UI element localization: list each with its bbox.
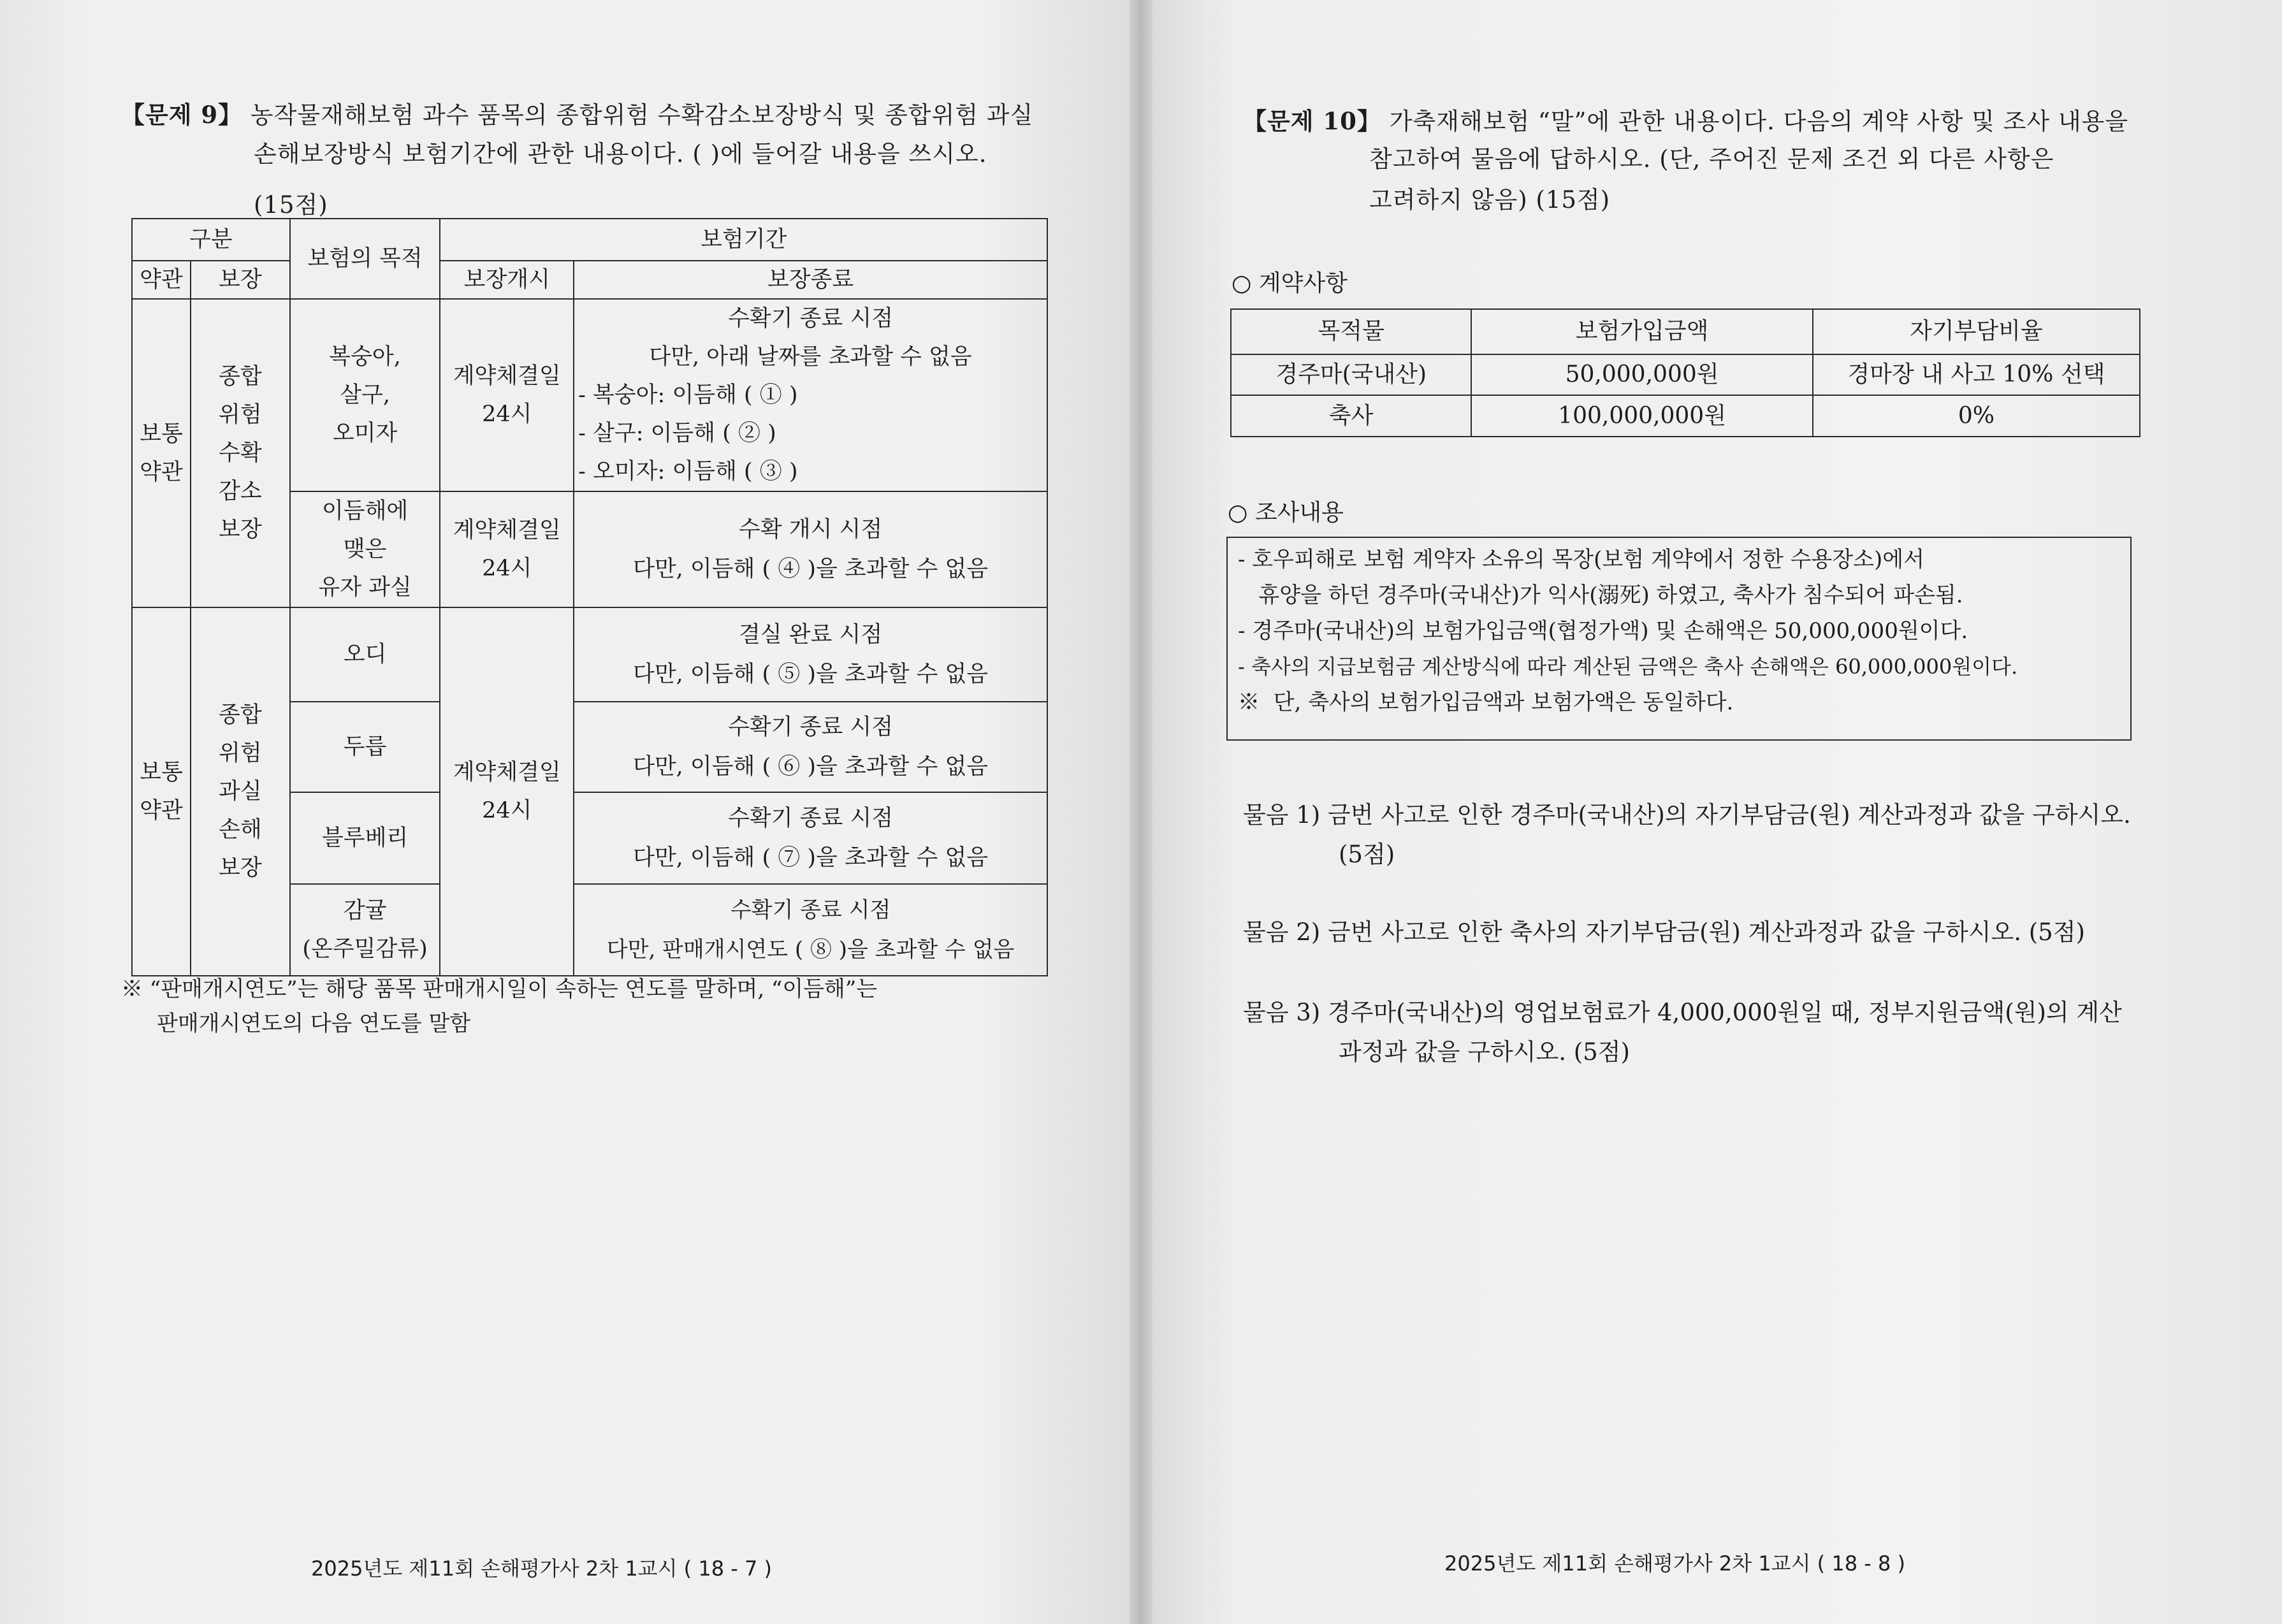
question-3-line2: 과정과 값을 구하시오. (5점) xyxy=(1339,1038,1630,1066)
g1r1-end-line1: 다만, 아래 날짜를 초과할 수 없음 xyxy=(649,344,972,370)
g1-bojang: 종합 위험 수확 감소 보장 xyxy=(191,299,290,607)
note-line1: ※ “판매개시연도”는 해당 품목 판매개시일이 속하는 연도를 말하며, “이듬해”는 xyxy=(121,976,878,1002)
question-10-line3: 고려하지 않음) (15점) xyxy=(1369,186,1611,214)
g2r1-end1: 수확기 종료 시점 xyxy=(728,714,894,740)
left-footer: 2025년도 제11회 손해평가사 2차 1교시 ( 18 - 7 ) xyxy=(311,1556,772,1581)
question-9-line1: 농작물재해보험 과수 품목의 종합위험 수확감소보장방식 및 종합위험 과실 xyxy=(250,101,1034,129)
th-purpose: 보험의 목적 xyxy=(290,219,440,299)
question-10-tag: 【문제 10】 xyxy=(1243,107,1381,135)
question-1-line1: 물음 1) 금번 사고로 인한 경주마(국내산)의 자기부담금(원) 계산과정과 값을 구하시오. xyxy=(1243,801,2131,829)
g1r1-end-line2: - 복숭아: 이듬해 ( ① ) xyxy=(578,382,798,408)
g2r2-end xyxy=(574,792,1047,884)
g1r2-end-line1: 다만, 이듬해 ( ④ )을 초과할 수 없음 xyxy=(633,556,989,582)
g1r1-end-line3: - 살구: 이듬해 ( ② ) xyxy=(578,421,776,446)
contract-th-object: 목적물 xyxy=(1231,309,1471,354)
question-10-line2: 참고하여 물음에 답하시오. (단, 주어진 문제 조건 외 다른 사항은 xyxy=(1369,145,2054,173)
contract-r1-object: 축사 xyxy=(1231,395,1471,437)
survey-line3: - 축사의 지급보험금 계산방식에 따라 계산된 금액은 축사 손해액은 60,000,000원이다. xyxy=(1238,655,2018,679)
g2r1-purpose: 두릅 xyxy=(290,702,440,792)
g2r3-end1: 수확기 종료 시점 xyxy=(730,897,891,923)
survey-line0: - 호우피해로 보험 계약자 소유의 목장(보험 계약에서 정한 수용장소)에서 xyxy=(1238,547,1924,572)
g1r1-end-line4: - 오미자: 이듬해 ( ③ ) xyxy=(578,459,798,484)
question-1-line2: (5점) xyxy=(1339,841,1395,868)
question-3-line1: 물음 3) 경주마(국내산)의 영업보험료가 4,000,000원일 때, 정부지원금액(원)의 계산 xyxy=(1243,999,2122,1026)
g2-start: 계약체결일 24시 xyxy=(440,607,574,976)
g1r2-end-line0: 수확 개시 시점 xyxy=(739,517,883,542)
contract-th-amount: 보험가입금액 xyxy=(1471,309,1812,354)
th-start: 보장개시 xyxy=(440,261,574,299)
g2-bojang: 종합 위험 과실 손해 보장 xyxy=(191,607,290,976)
g2r2-end1: 수확기 종료 시점 xyxy=(728,806,894,831)
g1-yakgwan: 보통 약관 xyxy=(132,299,191,607)
question-1 xyxy=(1243,795,2199,874)
g2r0-end2: 다만, 이듬해 ( ⑤ )을 초과할 수 없음 xyxy=(633,662,989,687)
g1r1-end-line0: 수확기 종료 시점 xyxy=(728,306,894,331)
question-2-line1: 물음 2) 금번 사고로 인한 축사의 자기부담금(원) 계산과정과 값을 구하시오. (5점) xyxy=(1243,918,2085,946)
g1r1-purpose: 복숭아, 살구, 오미자 xyxy=(290,299,440,491)
g2r1-end xyxy=(574,702,1047,792)
question-2 xyxy=(1243,913,2199,952)
survey-line4: ※ 단, 축사의 보험가입금액과 보험가액은 동일하다. xyxy=(1238,690,1734,715)
g1r1-end xyxy=(574,299,1047,491)
g2r0-end xyxy=(574,607,1047,702)
g2r2-purpose: 블루베리 xyxy=(290,792,440,884)
question-3 xyxy=(1243,993,2199,1072)
survey-section-title: ○ 조사내용 xyxy=(1228,500,1344,526)
g2r1-end2: 다만, 이듬해 ( ⑥ )을 초과할 수 없음 xyxy=(633,754,989,779)
g2r3-purpose: 감귤 (온주밀감류) xyxy=(290,884,440,976)
question-10-header xyxy=(1243,102,2212,141)
question-9-header xyxy=(121,96,1077,134)
g1r2-start: 계약체결일 24시 xyxy=(440,491,574,607)
contract-r0-amount: 50,000,000원 xyxy=(1471,354,1812,396)
g2-yakgwan: 보통 약관 xyxy=(132,607,191,976)
contract-th-ratio: 자기부담비율 xyxy=(1813,309,2140,354)
survey-box xyxy=(1226,537,2132,741)
contract-table xyxy=(1230,308,2140,437)
g1r2-end xyxy=(574,491,1047,607)
note-line2: 판매개시연도의 다음 연도를 말함 xyxy=(157,1011,471,1036)
th-gubun: 구분 xyxy=(132,219,290,261)
g2r3-end xyxy=(574,884,1047,976)
question-9-line2: 손해보장방식 보험기간에 관한 내용이다. ( )에 들어갈 내용을 쓰시오. xyxy=(254,140,987,168)
right-footer: 2025년도 제11회 손해평가사 2차 1교시 ( 18 - 8 ) xyxy=(1444,1551,1905,1576)
g1r2-purpose: 이듬해에 맺은 유자 과실 xyxy=(290,491,440,607)
th-yakgwan: 약관 xyxy=(132,261,191,299)
th-end: 보장종료 xyxy=(574,261,1047,299)
survey-line1: 휴양을 하던 경주마(국내산)가 익사(溺死) 하였고, 축사가 침수되어 파손됨. xyxy=(1238,583,1963,608)
question-10-line1: 가축재해보험 “말”에 관한 내용이다. 다음의 계약 사항 및 조사 내용을 xyxy=(1389,108,2129,135)
g2r0-end1: 결실 완료 시점 xyxy=(739,622,883,648)
th-period: 보험기간 xyxy=(440,219,1047,261)
th-bojang: 보장 xyxy=(191,261,290,299)
contract-r1-amount: 100,000,000원 xyxy=(1471,395,1812,437)
g2r3-end2: 다만, 판매개시연도 ( ⑧ )을 초과할 수 없음 xyxy=(606,937,1015,962)
contract-r0-object: 경주마(국내산) xyxy=(1231,354,1471,396)
book-spine xyxy=(1130,0,1152,1624)
g1r1-start: 계약체결일 24시 xyxy=(440,299,574,491)
contract-r0-ratio: 경마장 내 사고 10% 선택 xyxy=(1813,354,2140,396)
contract-section-title: ○ 계약사항 xyxy=(1232,270,1348,296)
contract-r1-ratio: 0% xyxy=(1813,395,2140,437)
g2r2-end2: 다만, 이듬해 ( ⑦ )을 초과할 수 없음 xyxy=(633,845,989,871)
g2r0-purpose: 오디 xyxy=(290,607,440,702)
question-9-tag: 【문제 9】 xyxy=(121,101,243,129)
question-9-points: (15점) xyxy=(254,191,328,219)
survey-line2: - 경주마(국내산)의 보험가입금액(협정가액) 및 손해액은 50,000,000원이다. xyxy=(1238,618,1968,644)
insurance-period-table xyxy=(131,218,1048,976)
